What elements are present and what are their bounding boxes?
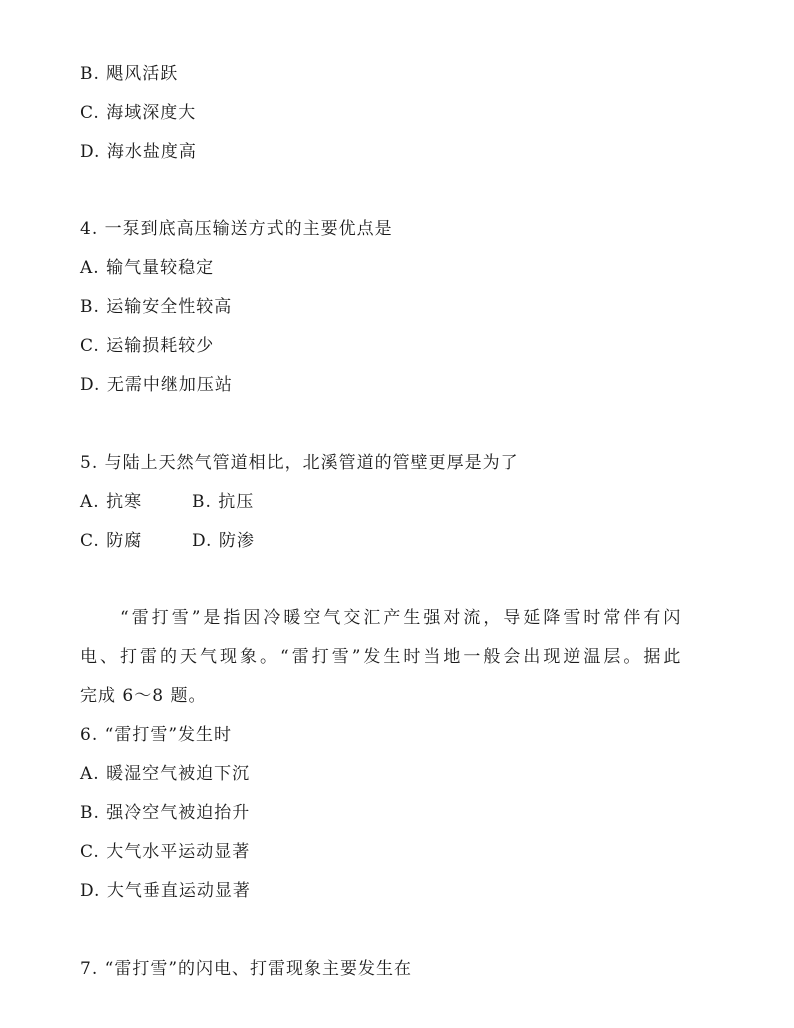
q4-option-d: D. 无需中继加压站 [80,375,233,395]
q5-option-d: D. 防渗 [192,531,255,551]
q4-option-c: C. 运输损耗较少 [80,336,215,356]
q6-option-c: C. 大气水平运动显著 [80,842,251,862]
q4-option-a: A. 输气量较稳定 [80,258,215,278]
passage-line-2: 电、打雷的天气现象。“雷打雪”发生时当地一般会出现逆温层。据此 [80,647,684,667]
q5-option-a: A. 抗寒 [80,492,143,512]
q4-stem: 4. 一泵到底高压输送方式的主要优点是 [80,219,393,239]
q7-stem: 7. “雷打雪”的闪电、打雷现象主要发生在 [80,959,413,979]
q3-option-b: B. 飓风活跃 [80,64,179,84]
q3-option-d: D. 海水盐度高 [80,142,197,162]
q5-stem: 5. 与陆上天然气管道相比，北溪管道的管壁更厚是为了 [80,453,519,473]
q6-option-a: A. 暖湿空气被迫下沉 [80,764,251,784]
q4-option-b: B. 运输安全性较高 [80,297,233,317]
q5-option-c: C. 防腐 [80,531,143,551]
q5-option-b: B. 抗压 [192,492,255,512]
q6-option-b: B. 强冷空气被迫抬升 [80,803,251,823]
q6-stem: 6. “雷打雪”发生时 [80,725,233,745]
q6-option-d: D. 大气垂直运动显著 [80,881,251,901]
passage-line-1: “雷打雪”是指因冷暖空气交汇产生强对流，导延降雪时常伴有闪 [80,608,684,628]
q3-option-c: C. 海域深度大 [80,103,197,123]
passage-line-3: 完成 6～8 题。 [80,686,207,706]
